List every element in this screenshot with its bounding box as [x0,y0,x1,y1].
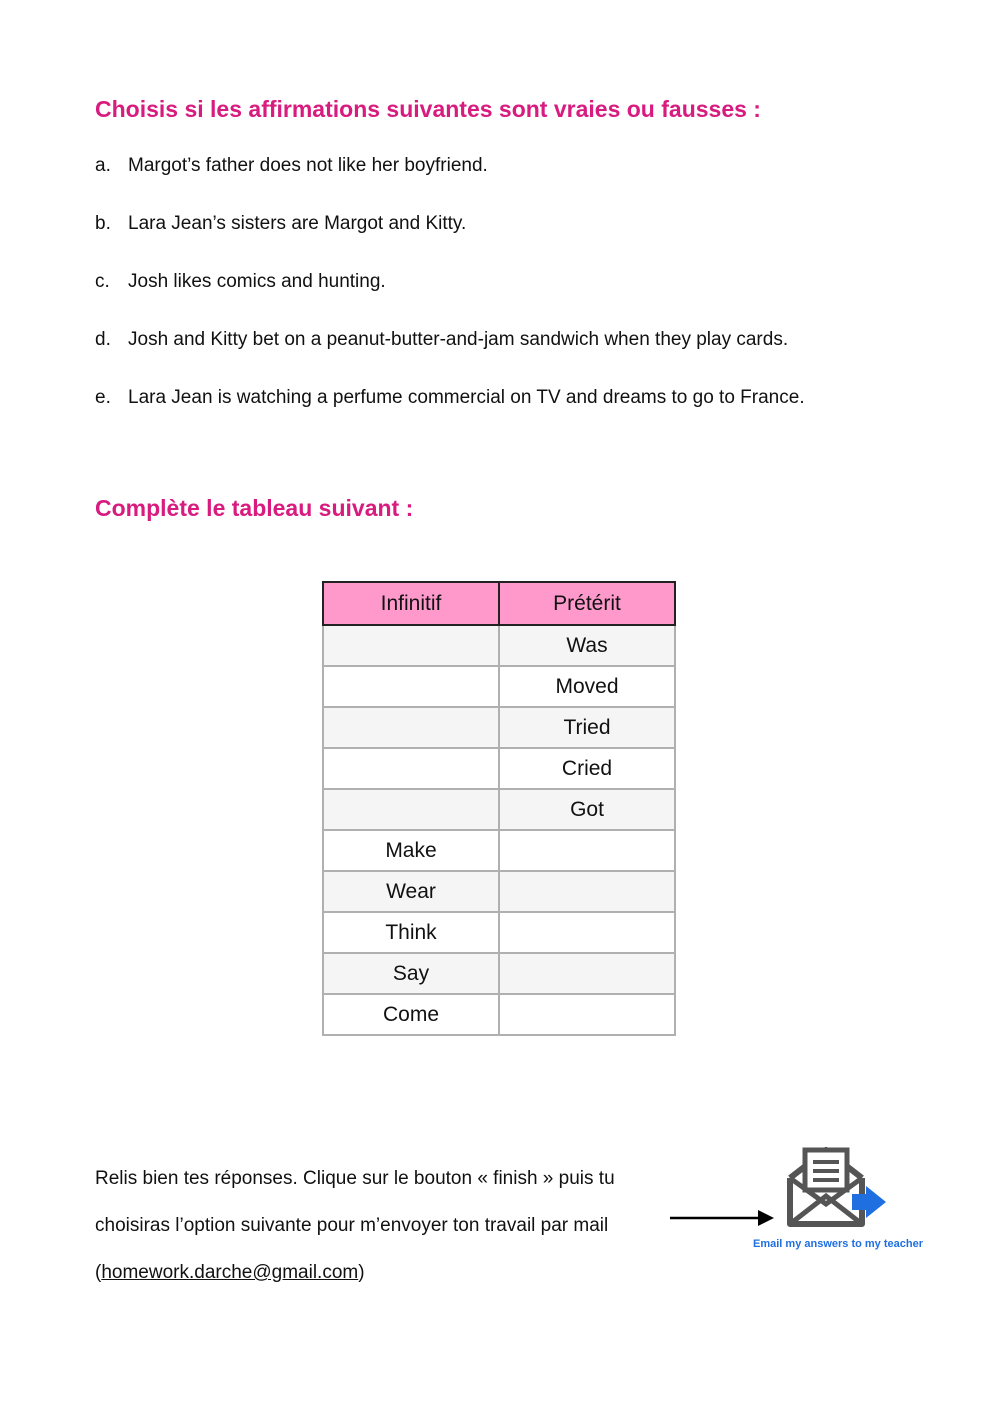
table-row [323,666,675,707]
table-row [323,625,675,666]
table-row [323,830,675,871]
statement-letter: e. [95,387,111,408]
preterit-cell[interactable] [499,830,675,871]
statement-letter: d. [95,329,111,350]
instructions-line-2: choisiras l’option suivante pour m’envoyer ton travail par mail [95,1215,609,1236]
preterit-cell: Cried [499,748,675,789]
preterit-cell[interactable] [499,994,675,1035]
statement-text: Josh likes comics and hunting. [128,271,386,292]
preterit-cell: Moved [499,666,675,707]
table-row [323,871,675,912]
infinitif-cell[interactable] [323,789,499,830]
infinitif-cell: Come [323,994,499,1035]
statement-letter: c. [95,271,110,292]
preterit-cell[interactable] [499,953,675,994]
verb-table [322,581,676,1036]
instructions-text [95,1155,665,1296]
table-row [323,912,675,953]
section-title-true-false: Choisis si les affirmations suivantes sont vraies ou fausses : [95,96,761,122]
statement-text: Margot’s father does not like her boyfriend. [128,155,488,176]
infinitif-cell: Make [323,830,499,871]
statement-item [95,328,975,386]
statement-item [95,212,975,270]
section-title-table: Complète le tableau suivant : [95,495,414,521]
table-row [323,748,675,789]
column-header-infinitif: Infinitif [323,582,499,625]
preterit-cell[interactable] [499,912,675,953]
infinitif-cell[interactable] [323,666,499,707]
infinitif-cell[interactable] [323,625,499,666]
infinitif-cell: Say [323,953,499,994]
preterit-cell: Tried [499,707,675,748]
table-row [323,789,675,830]
infinitif-cell[interactable] [323,748,499,789]
statement-letter: a. [95,155,111,176]
statement-text: Lara Jean is watching a perfume commercial on TV and dreams to go to France. [128,387,805,408]
email-button-caption: Email my answers to my teacher [753,1238,923,1250]
statement-item [95,270,975,328]
statement-letter: b. [95,213,111,234]
instructions-line-1: Relis bien tes réponses. Clique sur le bouton « finish » puis tu [95,1168,615,1189]
table-row [323,994,675,1035]
statement-text: Lara Jean’s sisters are Margot and Kitty. [128,213,467,234]
column-header-preterit: Prétérit [499,582,675,625]
statement-item [95,154,975,212]
preterit-cell: Got [499,789,675,830]
email-answers-button[interactable] [745,1140,931,1262]
infinitif-cell: Think [323,912,499,953]
infinitif-cell: Wear [323,871,499,912]
table-row [323,707,675,748]
teacher-email-link[interactable]: homework.darche@gmail.com [101,1262,359,1283]
statement-item [95,386,975,444]
paren-close: ) [358,1262,365,1283]
statement-text: Josh and Kitty bet on a peanut-butter-and-jam sandwich when they play cards. [128,329,789,350]
paren-open: ( [95,1262,102,1283]
infinitif-cell[interactable] [323,707,499,748]
preterit-cell[interactable] [499,871,675,912]
table-row [323,953,675,994]
statement-list [95,154,975,444]
envelope-send-icon [785,1140,895,1232]
preterit-cell: Was [499,625,675,666]
table-header-row [323,582,675,625]
